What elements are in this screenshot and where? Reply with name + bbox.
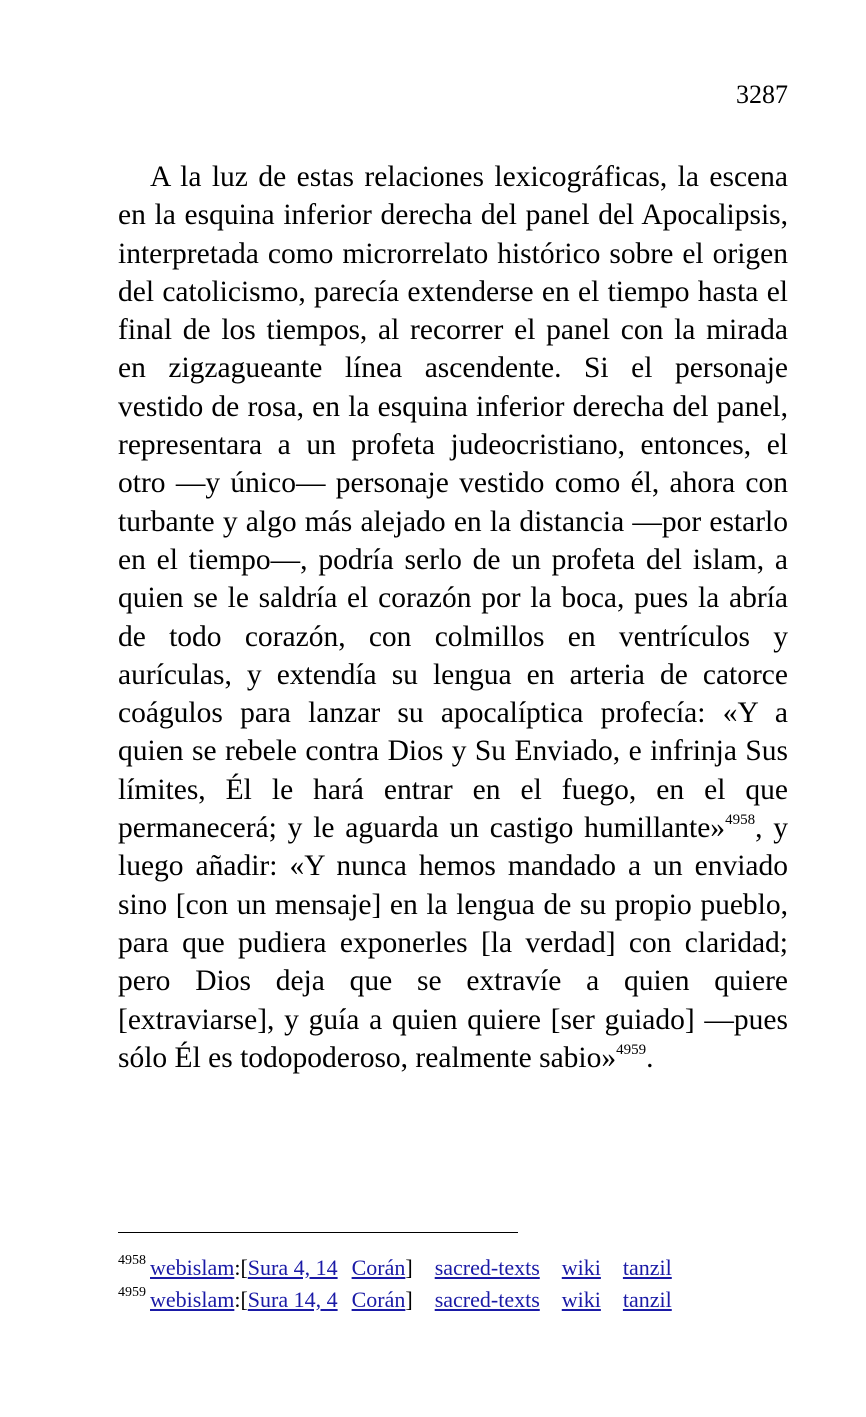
page-number: 3287 [736,80,788,109]
coran-link[interactable]: Corán [351,1287,406,1312]
footnote-number: 4958 [118,1253,146,1268]
paragraph-text-main: A la luz de estas relaciones lexicográficas, la escena en la esquina inferior derecha del panel del Apocalipsis, interpretada como microrrelato histórico sobre el origen del catolicismo, parecía extenderse en el tiempo hasta el final de los tiempos, al recorrer el panel con la mirada en zigzagueante línea ascendente. Si el personaje vestido de rosa, en la esquina inferior derecha del panel, representara a un profeta judeocristiano, entonces, el otro —y único— personaje vestido como él, ahora con turbante y algo más alejado en la distancia —por estarlo en el tiempo—, podría serlo de un profeta del islam, a quien se le saldría el corazón por la boca, pues la abría de todo corazón, con colmillos en ventrículos y aurículas, y extendía su lengua en arteria de catorce coágulos para lanzar su apocalíptica profecía: «Y a quien se rebele contra Dios y Su Enviado, e infrinja Sus límites, Él le hará entrar en el fuego, en el que permanecerá; y le aguarda un castigo humillante» [118,161,788,845]
webislam-link[interactable]: webislam [150,1287,235,1312]
tanzil-link[interactable]: tanzil [622,1287,672,1312]
sura-ref-link[interactable]: Sura 4, 14 [247,1255,338,1280]
tanzil-link[interactable]: tanzil [622,1255,672,1280]
paragraph-text-end: . [646,1041,654,1074]
paragraph-text-middle: , y luego añadir: «Y nunca hemos mandado a un enviado sino [con un mensaje] en la lengua de su propio pueblo, para que pudiera exponerles [la verdad] con claridad; pero Dios deja que se extravíe a quien quiere [extraviarse], y guía a quien quiere [ser guiado] —pues sólo Él es todopoderoso, realmente sabio» [118,812,788,1074]
footnote-bracket-close: ] [405,1255,413,1280]
footnote-number: 4959 [118,1285,146,1300]
footnote-bracket-close: ] [405,1287,413,1312]
footnote-bracket-open: :[ [234,1255,248,1280]
footnote-ref-4958[interactable]: 4958 [725,812,756,829]
sacred-texts-link[interactable]: sacred-texts [434,1287,540,1312]
main-paragraph [118,158,788,1077]
wiki-link[interactable]: wiki [561,1255,601,1280]
footnote-divider [118,1232,518,1233]
footnote-4958 [118,1252,818,1284]
footnote-ref-4959[interactable]: 4959 [616,1041,647,1058]
footnotes-section [118,1252,818,1316]
sacred-texts-link[interactable]: sacred-texts [434,1255,540,1280]
sura-ref-link[interactable]: Sura 14, 4 [247,1287,338,1312]
coran-link[interactable]: Corán [351,1255,406,1280]
webislam-link[interactable]: webislam [150,1255,235,1280]
footnote-4959 [118,1284,818,1316]
footnote-bracket-open: :[ [234,1287,248,1312]
wiki-link[interactable]: wiki [561,1287,601,1312]
